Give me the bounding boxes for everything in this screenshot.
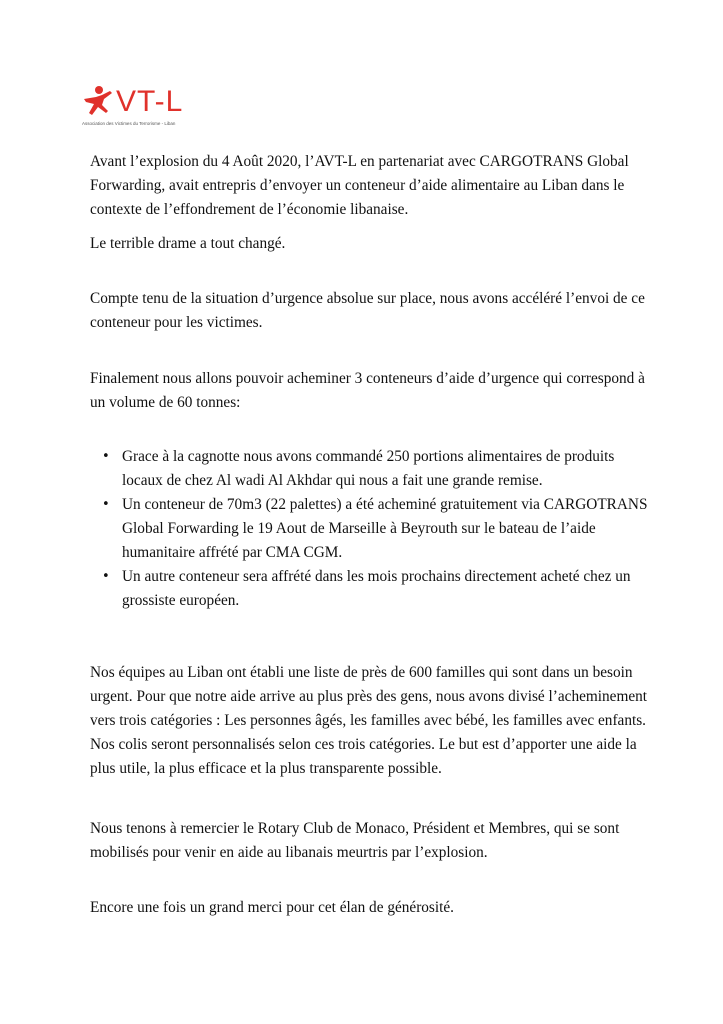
runner-figure-icon: [82, 85, 118, 119]
paragraph-intro: Avant l’explosion du 4 Août 2020, l’AVT-L en partenariat avec CARGOTRANS Global Forwarding, avait entrepris d’envoyer un conteneur d’aide alimentaire au Liban dans le contexte de l’effondrement de l’économie libanaise.: [90, 153, 629, 218]
paragraph-thanks: Nous tenons à remercier le Rotary Club de Monaco, Président et Membres, qui se sont mobilisés pour venir en aide au libanais meurtris par l’explosion.: [90, 820, 620, 861]
paragraph-urgency: Compte tenu de la situation d’urgence absolue sur place, nous avons accéléré l’envoi de ce conteneur pour les victimes.: [90, 290, 645, 331]
logo-name: VT-L: [116, 85, 184, 118]
list-item: • Un conteneur de 70m3 (22 palettes) a été acheminé gratuitement via CARGOTRANS Global Forwarding le 19 Aout de Marseille à Beyrouth sur le bateau de l’aide humanitaire affrété par CMA CGM.: [90, 493, 650, 565]
paragraph-drama: Le terrible drame a tout changé.: [90, 235, 286, 252]
paragraph-containers: Finalement nous allons pouvoir acheminer 3 conteneurs d’aide d’urgence qui correspond à un volume de 60 tonnes:: [90, 370, 645, 411]
aid-bullet-list: [90, 445, 650, 613]
paragraph-closing: Encore une fois un grand merci pour cet élan de générosité.: [90, 899, 455, 916]
list-item: • Grace à la cagnotte nous avons commandé 250 portions alimentaires de produits locaux de chez Al wadi Al Akhdar qui nous a fait une grande remise.: [90, 445, 650, 493]
logo-tagline: Association des Victimes du Terrorisme - Liban: [82, 121, 176, 126]
paragraph-families: Nos équipes au Liban ont établi une liste de près de 600 familles qui sont dans un besoin urgent. Pour que notre aide arrive au plus près des gens, nous avons divisé l’acheminement vers trois catégories : Les personnes âgés, les familles avec bébé, les familles avec enfants. Nos colis seront personnalisés selon ces trois catégories. Le but est d’apporter une aide la plus utile, la plus efficace et la plus transparente possible.: [90, 664, 648, 777]
avtl-logo: [82, 85, 222, 133]
list-item: • Un autre conteneur sera affrété dans les mois prochains directement acheté chez un grossiste européen.: [90, 565, 650, 613]
